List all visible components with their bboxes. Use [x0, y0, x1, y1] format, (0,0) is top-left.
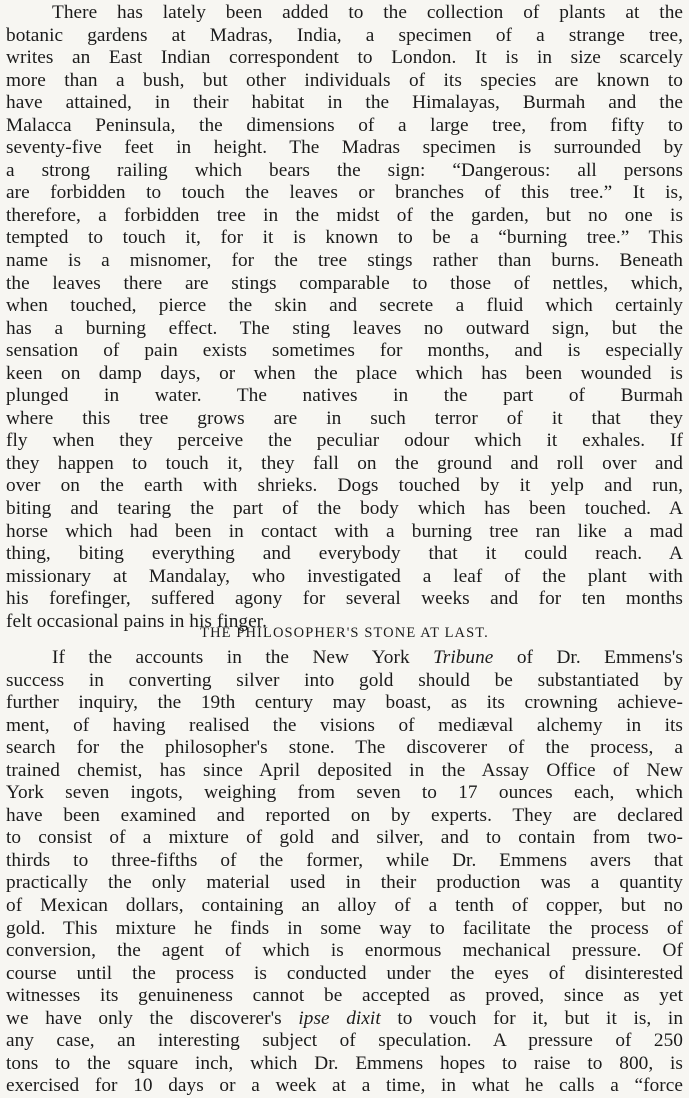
paragraph-line: have been examined and reported on by experts. They are declared [6, 804, 683, 826]
paragraph-line: writes an East Indian correspondent to London. It is in size scarcely [6, 47, 683, 69]
paragraph-line: further inquiry, the 19th century may boast, as its crowning achieve- [6, 692, 683, 714]
paragraph-line: felt occasional pains in his finger. [6, 610, 267, 632]
paragraph-line: horse which had been in contact with a burning tree ran like a mad [6, 520, 683, 542]
paragraph-line: Malacca Peninsula, the dimensions of a large tree, from fifty to [6, 114, 683, 136]
paragraph-line: There has lately been added to the collection of plants at the [52, 2, 683, 23]
paragraph-line: missionary at Mandalay, who investigated a leaf of the plant with [6, 565, 683, 587]
article-burning-tree [6, 2, 683, 633]
paragraph-line: when touched, pierce the skin and secrete a fluid which certainly [6, 295, 683, 317]
paragraph-line: where this tree grows are in such terror of it that they [6, 407, 683, 429]
paragraph-line: tempted to touch it, for it is known to be a “burning tree.” This [6, 227, 683, 249]
paragraph-line: any case, an interesting subject of speculation. A pressure of 250 [6, 1030, 683, 1052]
paragraph-line: have attained, in their habitat in the Himalayas, Burmah and the [6, 92, 683, 114]
paragraph-line: of Mexican dollars, containing an alloy of a tenth of copper, but no [6, 895, 683, 917]
paragraph-line: fly when they perceive the peculiar odour which it exhales. If [6, 430, 683, 452]
paragraph-line: to consist of a mixture of gold and silver, and to contain from two- [6, 827, 683, 849]
paragraph-line: the leaves there are stings comparable to those of nettles, which, [6, 272, 683, 294]
paragraph-line: they happen to touch it, they fall on the ground and roll over and [6, 452, 683, 474]
paragraph-line: keen on damp days, or when the place which has been wounded is [6, 362, 683, 384]
paragraph-line: plunged in water. The natives in the part of Burmah [6, 385, 683, 407]
paragraph-line: ment, of having realised the visions of mediæval alchemy in its [6, 714, 683, 736]
paragraph-line: success in converting silver into gold should be substantiated by [6, 669, 683, 691]
newspaper-name-italic: Tribune [433, 647, 494, 668]
paragraph-line: botanic gardens at Madras, India, a specimen of a strange tree, [6, 24, 683, 46]
paragraph-line: York seven ingots, weighing from seven to 17 ounces each, which [6, 782, 683, 804]
paragraph-line: thirds to three-fifths of the former, while Dr. Emmens avers that [6, 849, 683, 871]
paragraph-line: his forefinger, suffered agony for several weeks and for ten months [6, 588, 683, 610]
paragraph-line: thing, biting everything and everybody that it could reach. A [6, 543, 683, 565]
paragraph-line: name is a misnomer, for the tree stings rather than burns. Beneath [6, 250, 683, 272]
paragraph-line: witnesses its genuineness cannot be accepted as proved, since as yet [6, 985, 683, 1007]
paragraph-line: course until the process is conducted under the eyes of disinterested [6, 962, 683, 984]
paragraph-line: has a burning effect. The sting leaves no outward sign, but the [6, 317, 683, 339]
article-heading-philosophers-stone: THE PHILOSOPHER'S STONE AT LAST. [200, 625, 489, 641]
paragraph-line: conversion, the agent of which is enormous mechanical pressure. Of [6, 940, 683, 962]
latin-phrase-italic: ipse dixit [298, 1007, 381, 1029]
paragraph-line: gold. This mixture he finds in some way to facilitate the process of [6, 917, 683, 939]
paragraph-line: search for the philosopher's stone. The discoverer of the process, a [6, 737, 683, 759]
paragraph-line: seventy-five feet in height. The Madras specimen is surrounded by [6, 137, 683, 159]
paragraph-line: tons to the square inch, which Dr. Emmens hopes to raise to 800, is [6, 1052, 683, 1074]
paragraph-line: we have only the discoverer's ipse dixit to vouch for it, but it is, in [6, 1007, 684, 1029]
paragraph-line: more than a bush, but other individuals of its species are known to [6, 69, 683, 91]
paragraph-line: trained chemist, has since April deposited in the Assay Office of New [6, 759, 683, 781]
paragraph-line: practically the only material used in their production was a quantity [6, 872, 683, 894]
paragraph-line: therefore, a forbidden tree in the midst of the garden, but no one is [6, 204, 683, 226]
paragraph-line: over on the earth with shrieks. Dogs touched by it yelp and run, [6, 475, 683, 497]
paragraph-line: sensation of pain exists sometimes for months, and is especially [6, 340, 683, 362]
paragraph-line: exercised for 10 days or a week at a time, in what he calls a “force [6, 1075, 683, 1097]
paragraph-line: If the accounts in the New York Tribune of Dr. Emmens's [52, 647, 683, 668]
paragraph-line: biting and tearing the part of the body which has been touched. A [6, 498, 683, 520]
paragraph-line: are forbidden to touch the leaves or branches of this tree.” It is, [6, 182, 683, 204]
article-philosophers-stone [6, 647, 683, 1098]
paragraph-line: a strong railing which bears the sign: “Dangerous: all persons [6, 159, 683, 181]
